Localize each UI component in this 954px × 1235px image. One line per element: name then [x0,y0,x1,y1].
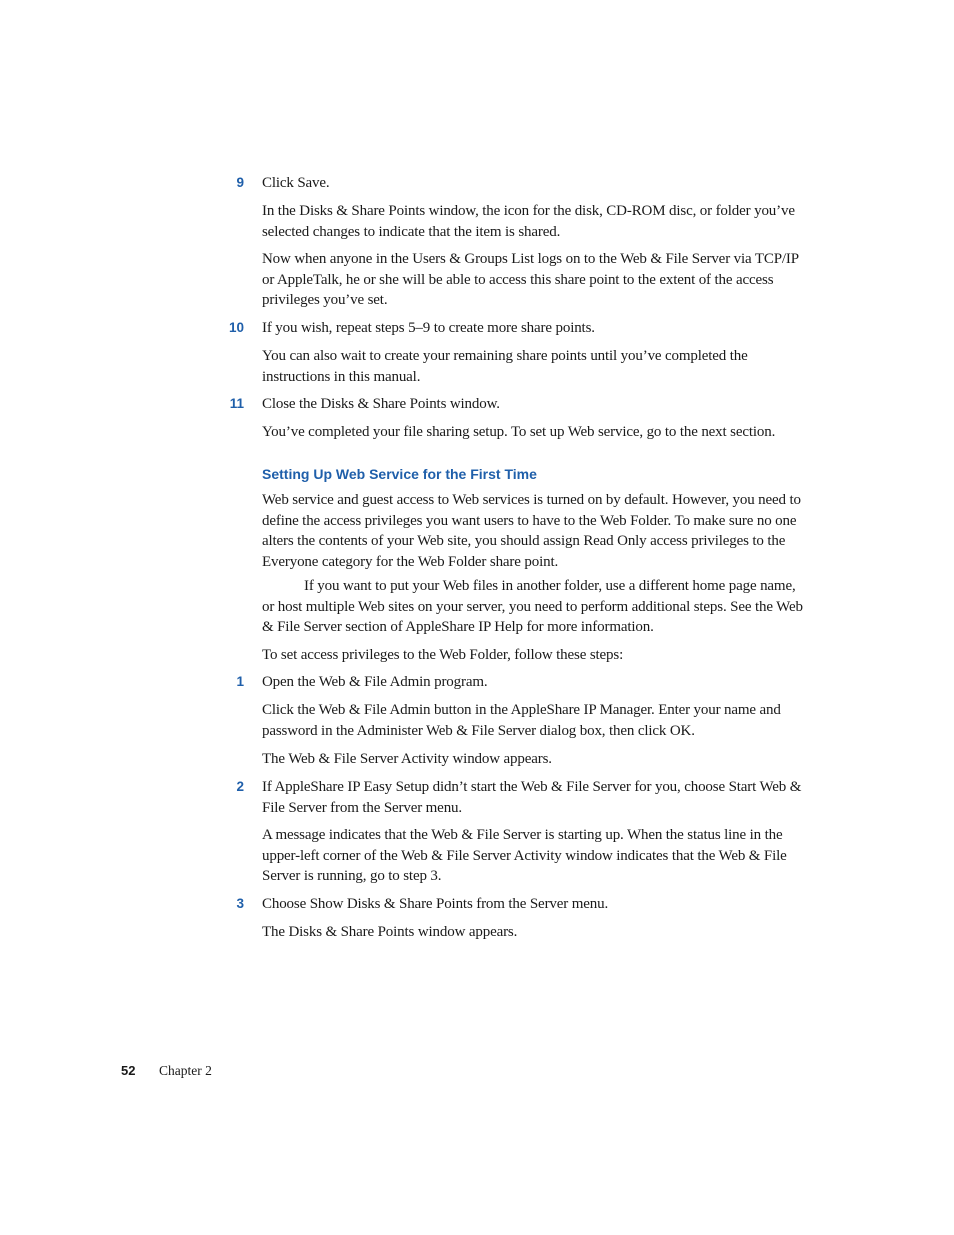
step-text: If you wish, repeat steps 5–9 to create more share points. [262,320,595,336]
step-number: 9 [236,175,244,190]
body-paragraph: In the Disks & Share Points window, the icon for the disk, CD-ROM disc, or folder you’ve selected changes to indicate that the item is shared. [262,203,795,240]
body-paragraph: The Web & File Server Activity window appears. [262,751,552,767]
step-text: If AppleShare IP Easy Setup didn’t start the Web & File Server for you, choose Start Web & File Server from the Server menu. [262,779,802,816]
step-text: Choose Show Disks & Share Points from the Server menu. [262,896,609,912]
step-text: Open the Web & File Admin program. [262,674,488,690]
body-paragraph: Web service and guest access to Web services is turned on by default. However, you need to define the access privileges you want users to have to the Web Folder. To make sure no one alters the contents of your Web site, you should assign Read Only access privileges to the Everyone category for the Web Folder share point. [262,492,801,570]
page-number: 52 [121,1063,136,1078]
body-paragraph: To set access privileges to the Web Folder, follow these steps: [262,647,624,663]
body-paragraph: Now when anyone in the Users & Groups List logs on to the Web & File Server via TCP/IP or AppleTalk, he or she will be able to access this share point to the extent of the access privileges you’ve set. [262,251,799,308]
step-number: 11 [229,396,244,411]
note-paragraph: If you want to put your Web files in another folder, use a different home page name, or host multiple Web sites on your server, you need to perform additional steps. See the Web & File Server section of AppleShare IP Help for more information. [262,578,803,635]
step-number: 1 [236,674,244,689]
step-number: 2 [236,779,244,794]
body-paragraph: You’ve completed your file sharing setup. To set up Web service, go to the next section. [262,424,776,440]
step-number: 10 [228,320,244,335]
section-heading: Setting Up Web Service for the First Time [262,466,537,482]
body-paragraph: You can also wait to create your remaining share points until you’ve completed the instructions in this manual. [262,348,748,385]
chapter-label: Chapter 2 [159,1063,212,1078]
body-paragraph: A message indicates that the Web & File Server is starting up. When the status line in the upper-left corner of the Web & File Server Activity window indicates that the Web & File Server is running, go to step 3. [262,827,787,884]
step-text: Close the Disks & Share Points window. [262,396,500,412]
body-paragraph: Click the Web & File Admin button in the AppleShare IP Manager. Enter your name and password in the Administer Web & File Server dialog box, then click OK. [262,702,781,739]
step-text: Click Save. [262,175,330,191]
step-number: 3 [236,896,244,911]
body-paragraph: The Disks & Share Points window appears. [262,924,518,940]
